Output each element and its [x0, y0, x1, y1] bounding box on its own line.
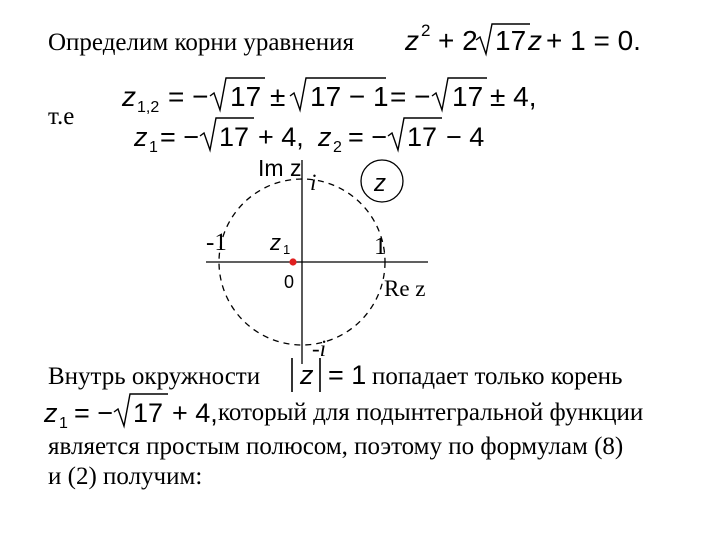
p2-part2: попадает только корень — [372, 363, 623, 390]
svg-text:= −: = − — [390, 81, 431, 112]
z1-point — [289, 258, 296, 265]
minus-one-label: -1 — [206, 229, 227, 256]
svg-text:= −: = − — [348, 122, 388, 152]
svg-text:1,2: 1,2 — [137, 99, 160, 116]
svg-text:z: z — [134, 122, 148, 152]
svg-text:= −: = − — [160, 122, 200, 152]
p2-part3: который для подынтегральной функции — [218, 399, 644, 426]
p2-line3: является простым полюсом, поэтому по формулам (8) — [48, 433, 624, 460]
z-circle-label: z — [374, 170, 386, 197]
root-formula — [40, 390, 220, 434]
minus-i-label: -i — [312, 336, 327, 361]
svg-text:1: 1 — [149, 139, 158, 156]
z1-label: z — [270, 230, 281, 255]
eq-tail: + 1 = 0. — [546, 25, 641, 56]
i-label: i — [310, 170, 317, 195]
svg-text:± 4,: ± 4, — [490, 81, 537, 112]
eq-z-tail: z — [528, 25, 542, 56]
eq-z: z — [405, 25, 419, 56]
z1-label-sub: 1 — [283, 242, 291, 257]
p2-part1: Внутрь окружности — [48, 363, 261, 390]
abs-formula — [284, 352, 384, 396]
equation-formula — [400, 18, 640, 62]
complex-plane-diagram — [180, 150, 440, 370]
svg-text:= −: = − — [168, 81, 209, 112]
one-label: 1 — [374, 233, 387, 260]
svg-text:− 4: − 4 — [446, 122, 485, 152]
svg-text:17: 17 — [452, 81, 484, 112]
svg-text:= −: = − — [74, 398, 114, 428]
roots-line1 — [118, 74, 537, 118]
svg-text:17 − 1: 17 − 1 — [310, 81, 389, 112]
svg-text:17: 17 — [230, 81, 262, 112]
eq-radicand: 17 — [495, 25, 527, 56]
svg-text:z: z — [122, 81, 136, 112]
origin-label: 0 — [284, 272, 295, 292]
ie-label: т.е — [48, 103, 75, 130]
svg-text:z: z — [300, 360, 314, 390]
rez-label: Re z — [384, 276, 426, 301]
svg-text:1: 1 — [59, 415, 68, 432]
p2-line4: и (2) получим: — [48, 463, 203, 490]
svg-text:+ 4,: + 4, — [172, 398, 218, 428]
eq-plus2: + 2 — [438, 25, 478, 56]
svg-text:+ 4,: + 4, — [258, 122, 304, 152]
svg-text:17: 17 — [407, 122, 438, 152]
svg-text:z: z — [318, 122, 332, 152]
svg-text:2: 2 — [333, 139, 342, 156]
svg-text:±: ± — [270, 81, 286, 112]
svg-text:17: 17 — [219, 122, 250, 152]
imz-label: Im z — [258, 155, 302, 181]
svg-text:17: 17 — [133, 398, 164, 428]
svg-text:z: z — [44, 398, 58, 428]
svg-text:= 1: = 1 — [328, 360, 367, 390]
intro-text: Определим корни уравнения — [48, 29, 354, 56]
eq-exp: 2 — [421, 21, 431, 40]
